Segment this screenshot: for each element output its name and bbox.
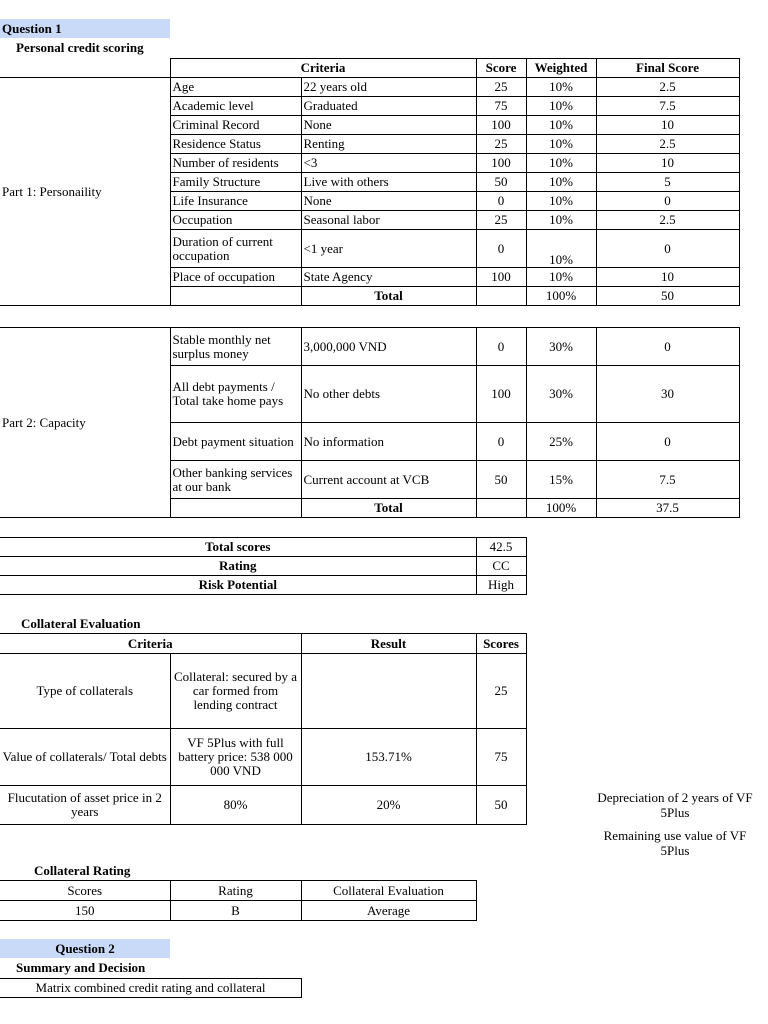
criterion-final: 0 (596, 423, 739, 461)
part1-section-label: Part 1: Personaility (0, 78, 170, 306)
part1-header-criteria: Criteria (170, 59, 476, 78)
criterion-label: Criminal Record (170, 116, 301, 135)
collateral-table (0, 633, 527, 825)
remaining-value-note: Remaining use value of VF 5Plus (603, 828, 747, 858)
criterion-weight: 10% (526, 154, 596, 173)
criterion-final: 2.5 (596, 78, 739, 97)
collateral-detail: VF 5Plus with full battery price: 538 000 000 VND (170, 729, 301, 786)
collateral-result: 153.71% (301, 729, 476, 786)
personal-credit-scoring-title: Personal credit scoring (16, 40, 144, 55)
criterion-value: None (301, 116, 476, 135)
criterion-final: 30 (596, 366, 739, 423)
part2-total-final: 37.5 (596, 499, 739, 518)
collateral-detail: 80% (170, 786, 301, 825)
criterion-value: 22 years old (301, 78, 476, 97)
criterion-label: Occupation (170, 211, 301, 230)
criterion-score: 0 (476, 230, 526, 268)
criterion-weight: 10% (526, 192, 596, 211)
depreciation-note: Depreciation of 2 years of VF 5Plus (597, 790, 753, 820)
part1-table (0, 58, 740, 306)
summary-value-total-scores: 42.5 (476, 538, 526, 557)
criterion-weight: 10% (526, 173, 596, 192)
criterion-label: Other banking services at our bank (170, 461, 301, 499)
summary-label-total-scores: Total scores (0, 538, 476, 557)
criterion-value: Renting (301, 135, 476, 154)
rating-value-evaluation: Average (301, 901, 476, 921)
collateral-criterion: Value of collaterals/ Total debts (0, 729, 170, 786)
summary-label-rating: Rating (0, 557, 476, 576)
criterion-final: 2.5 (596, 211, 739, 230)
criterion-label: Age (170, 78, 301, 97)
criterion-score: 75 (476, 97, 526, 116)
collateral-criterion: Flucutation of asset price in 2 years (0, 786, 170, 825)
criterion-value: No other debts (301, 366, 476, 423)
criterion-label: All debt payments / Total take home pays (170, 366, 301, 423)
criterion-label: Life Insurance (170, 192, 301, 211)
criterion-score: 100 (476, 268, 526, 287)
criterion-score: 0 (476, 423, 526, 461)
criterion-label: Residence Status (170, 135, 301, 154)
collateral-detail: Collateral: secured by a car formed from lending contract (170, 654, 301, 729)
criterion-score: 25 (476, 135, 526, 154)
criterion-score: 25 (476, 78, 526, 97)
part1-total-label: Total (301, 287, 476, 306)
rating-value-scores: 150 (0, 901, 170, 921)
criterion-weight: 10% (526, 116, 596, 135)
rating-header-evaluation: Collateral Evaluation (301, 881, 476, 901)
rating-header-rating: Rating (170, 881, 301, 901)
collateral-score: 50 (476, 786, 526, 825)
collateral-evaluation-title: Collateral Evaluation (21, 616, 141, 631)
criterion-value: <1 year (301, 230, 476, 268)
criterion-final: 10 (596, 154, 739, 173)
collateral-header-criteria: Criteria (0, 634, 301, 654)
criterion-final: 2.5 (596, 135, 739, 154)
summary-table (0, 537, 527, 595)
criterion-value: Graduated (301, 97, 476, 116)
criterion-value: 3,000,000 VND (301, 328, 476, 366)
criterion-label: Place of occupation (170, 268, 301, 287)
criterion-label: Debt payment situation (170, 423, 301, 461)
part2-section-label: Part 2: Capacity (0, 328, 170, 518)
part2-total-weight: 100% (526, 499, 596, 518)
collateral-header-scores: Scores (476, 634, 526, 654)
matrix-label: Matrix combined credit rating and collateral (0, 978, 302, 998)
criterion-label: Family Structure (170, 173, 301, 192)
criterion-weight: 15% (526, 461, 596, 499)
criterion-value: <3 (301, 154, 476, 173)
criterion-score: 50 (476, 173, 526, 192)
collateral-result (301, 654, 476, 729)
criterion-weight: 10% (526, 268, 596, 287)
summary-value-risk: High (476, 576, 526, 595)
criterion-value: State Agency (301, 268, 476, 287)
criterion-final: 0 (596, 192, 739, 211)
collateral-result: 20% (301, 786, 476, 825)
criterion-final: 10 (596, 268, 739, 287)
part2-total-label: Total (301, 499, 476, 518)
criterion-weight: 25% (526, 423, 596, 461)
criterion-score: 0 (476, 328, 526, 366)
criterion-score: 50 (476, 461, 526, 499)
part1-header-score: Score (476, 59, 526, 78)
criterion-value: Live with others (301, 173, 476, 192)
criterion-score: 25 (476, 211, 526, 230)
criterion-weight: 10% (526, 211, 596, 230)
part1-total-final: 50 (596, 287, 739, 306)
criterion-final: 10 (596, 116, 739, 135)
summary-value-rating: CC (476, 557, 526, 576)
criterion-label: Academic level (170, 97, 301, 116)
summary-label-risk: Risk Potential (0, 576, 476, 595)
criterion-value: Seasonal labor (301, 211, 476, 230)
criterion-score: 100 (476, 116, 526, 135)
criterion-final: 0 (596, 230, 739, 268)
collateral-score: 25 (476, 654, 526, 729)
criterion-weight: 10% (526, 135, 596, 154)
criterion-score: 100 (476, 366, 526, 423)
criterion-weight: 10% (526, 230, 596, 268)
criterion-final: 7.5 (596, 461, 739, 499)
collateral-header-result: Result (301, 634, 476, 654)
criterion-label: Number of residents (170, 154, 301, 173)
collateral-rating-title: Collateral Rating (34, 863, 131, 878)
criterion-value: None (301, 192, 476, 211)
part2-table (0, 327, 740, 518)
criterion-score: 100 (476, 154, 526, 173)
criterion-final: 7.5 (596, 97, 739, 116)
criterion-value: Current account at VCB (301, 461, 476, 499)
question-1-heading: Question 1 (0, 19, 170, 38)
criterion-label: Stable monthly net surplus money (170, 328, 301, 366)
criterion-weight: 30% (526, 328, 596, 366)
rating-header-scores: Scores (0, 881, 170, 901)
criterion-weight: 30% (526, 366, 596, 423)
criterion-label: Duration of current occupation (170, 230, 301, 268)
collateral-score: 75 (476, 729, 526, 786)
part1-header-final: Final Score (596, 59, 739, 78)
criterion-final: 5 (596, 173, 739, 192)
question-2-heading: Question 2 (0, 939, 170, 958)
collateral-rating-table (0, 880, 477, 921)
criterion-weight: 10% (526, 78, 596, 97)
rating-value-rating: B (170, 901, 301, 921)
criterion-final: 0 (596, 328, 739, 366)
collateral-criterion: Type of collaterals (0, 654, 170, 729)
part1-header-weighted: Weighted (526, 59, 596, 78)
criterion-score: 0 (476, 192, 526, 211)
criterion-value: No information (301, 423, 476, 461)
summary-decision-title: Summary and Decision (16, 960, 146, 975)
criterion-weight: 10% (526, 97, 596, 116)
part1-total-weight: 100% (526, 287, 596, 306)
